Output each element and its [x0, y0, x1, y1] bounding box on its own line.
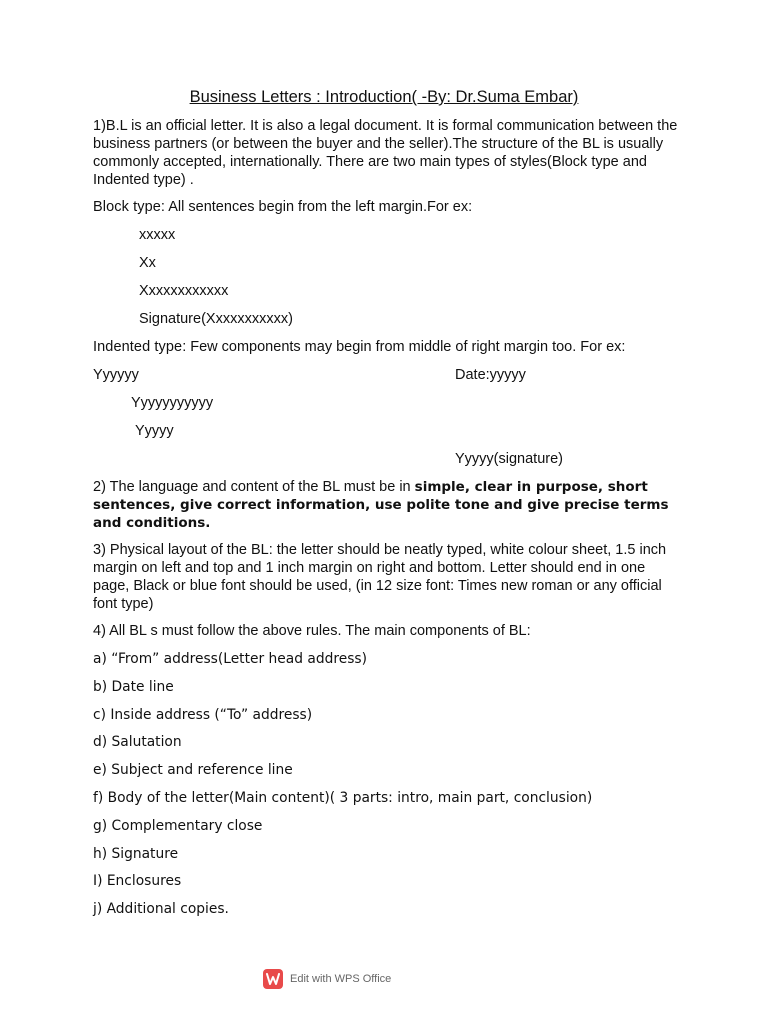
document-title: Business Letters : Introduction( -By: Dr.Suma Embar) [189, 88, 579, 106]
indented-type-text: : Few components may begin from middle of right margin too. For ex: [182, 339, 626, 355]
component-item-e: e) Subject and reference line [93, 762, 293, 779]
component-item-c: c) Inside address (“To” address) [93, 706, 313, 723]
block-example-line-1: xxxxx [139, 227, 176, 243]
block-example-line-3: Xxxxxxxxxxxx [139, 283, 229, 299]
component-item-f: f) Body of the letter(Main content)( 3 parts: intro, main part, conclusion) [93, 789, 593, 806]
component-item-j: j) Additional copies. [93, 901, 229, 918]
indented-example-line-4 [93, 450, 683, 478]
indented-type-heading [93, 338, 683, 366]
indented-example-line-1 [93, 366, 683, 394]
indented-example-left: Yyyyyy [93, 367, 139, 383]
wps-footer-text[interactable]: Edit with WPS Office [290, 973, 392, 985]
component-item-g: g) Complementary close [93, 817, 263, 834]
paragraph-4: 4) All BL s must follow the above rules. The main components of BL: [93, 623, 531, 639]
block-type-heading [93, 198, 683, 226]
paragraph-1: 1)B.L is an official letter. It is also a legal document. It is formal communication between the business partners (or between the buyer and the seller).The structure of the BL is usually commonly accepted, internationally. There are two main types of styles(Block type and Indented type) . [93, 118, 678, 188]
indented-type-label: Indented type [93, 339, 183, 355]
wps-logo-icon [263, 969, 283, 989]
paragraph-2-bold: simple, clear in purpose, short sentences, give correct information, use polite tone and give precise terms and conditions. [93, 479, 669, 531]
paragraph-2-lead: 2) The language and content of the BL must be in [93, 479, 415, 495]
component-item-b: b) Date line [93, 678, 174, 695]
indented-example-date: Date:yyyyy [455, 367, 526, 383]
indented-example-line-3: Yyyyy [135, 423, 174, 439]
block-example-line-4: Signature(Xxxxxxxxxxx) [139, 311, 293, 327]
block-type-text: All sentences begin from the left margin.For ex: [165, 199, 473, 215]
paragraph-3: 3) Physical layout of the BL: the letter should be neatly typed, white colour sheet, 1.5 inch margin on left and top and 1 inch margin on right and bottom. Letter should end in one page, Black or blue font should be used, (in 12 size font: Times new roman or any official font type) [93, 542, 667, 612]
indented-example-line-2: Yyyyyyyyyyy [131, 395, 214, 411]
component-item-i: I) Enclosures [93, 873, 182, 890]
component-item-d: d) Salutation [93, 734, 182, 751]
indented-example-signature: Yyyyy(signature) [455, 451, 563, 467]
paragraph-2 [93, 478, 683, 532]
document-body [93, 117, 683, 928]
block-type-label: Block type: [93, 199, 166, 215]
wps-footer[interactable] [263, 969, 391, 989]
component-item-a: a) “From” address(Letter head address) [93, 651, 367, 667]
block-example-line-2: Xx [139, 255, 156, 271]
component-item-h: h) Signature [93, 845, 179, 862]
